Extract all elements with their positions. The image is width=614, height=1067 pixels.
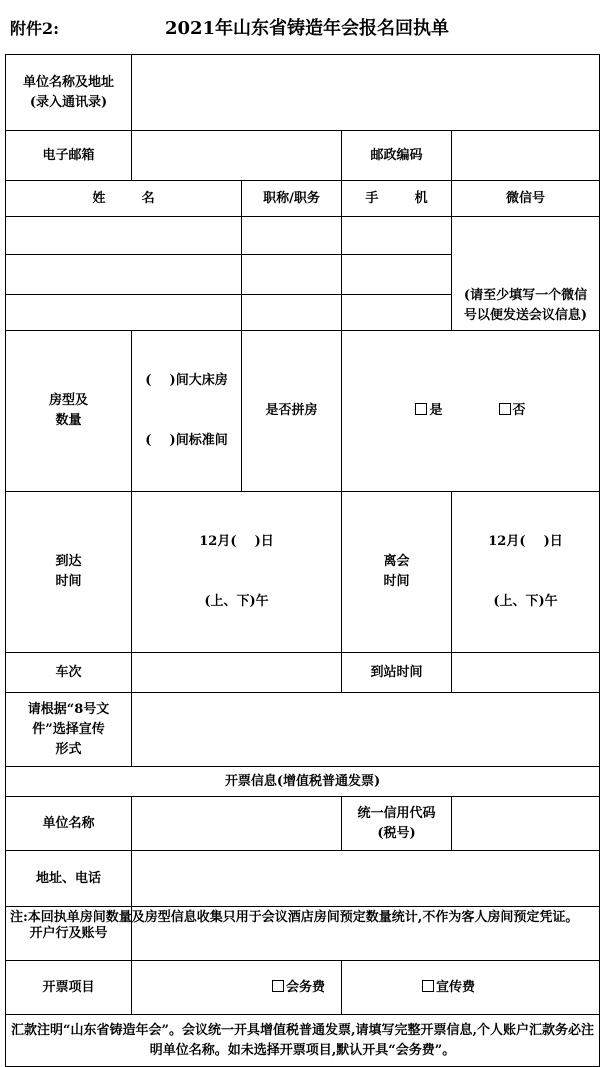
- meeting-fee-option[interactable]: [132, 961, 342, 1015]
- publicity-fee-label: 宣传费: [436, 979, 476, 995]
- share-room-label: 是否拼房: [242, 331, 342, 492]
- train-number-label: 车次: [6, 653, 132, 693]
- postal-code-field[interactable]: [452, 131, 600, 181]
- invoice-info-header: 开票信息(增值税普通发票): [6, 767, 600, 797]
- station-time-field[interactable]: [452, 653, 600, 693]
- company-name-label: 单位名称: [6, 797, 132, 851]
- departure-period: (上、下)午: [493, 594, 558, 609]
- publicity-form-label: [6, 693, 132, 767]
- company-name-field[interactable]: [132, 797, 342, 851]
- org-name-address-label-line2: (录入通讯录): [29, 94, 108, 110]
- share-room-options: [342, 331, 600, 492]
- meeting-fee-label: 会务费: [286, 979, 326, 995]
- remittance-remark: 汇款注明“山东省铸造年会”。会议统一开具增值税普通发票,请填写完整开票信息,个人账户汇款务必注明单位名称。如未选择开票项目,默认开具“会务费”。: [6, 1015, 600, 1067]
- share-room-yes[interactable]: [415, 403, 442, 418]
- publicity-form-label-line1: 请根据“8号文: [27, 701, 110, 717]
- room-standard-option[interactable]: ( )间标准间: [145, 433, 228, 448]
- room-type-label-line2: 数量: [55, 413, 82, 428]
- org-name-address-label-line1: 单位名称及地址: [22, 74, 114, 90]
- address-phone-field[interactable]: [132, 851, 600, 907]
- attachment-label: 附件2:: [10, 19, 60, 38]
- wechat-note-text: (请至少填写一个微信号以便发送会议信息): [463, 288, 588, 323]
- credit-code-label-line2: (税号): [377, 825, 416, 841]
- wechat-note[interactable]: [452, 217, 600, 331]
- email-label: 电子邮箱: [6, 131, 132, 181]
- contact-title-field[interactable]: [242, 217, 342, 255]
- address-phone-label: 地址、电话: [6, 851, 132, 907]
- departure-time-label: [342, 492, 452, 653]
- no-checkbox[interactable]: [499, 403, 511, 415]
- title-position-header: 职称/职务: [242, 181, 342, 217]
- room-type-options[interactable]: [132, 331, 242, 492]
- page-title: 2021年山东省铸造年会报名回执单: [164, 18, 450, 39]
- contact-name-field[interactable]: [6, 217, 242, 255]
- mobile-header: 手 机: [342, 181, 452, 217]
- contact-mobile-field[interactable]: [342, 255, 452, 295]
- postal-code-label: 邮政编码: [342, 131, 452, 181]
- train-number-field[interactable]: [132, 653, 342, 693]
- credit-code-label-line1: 统一信用代码: [357, 805, 436, 821]
- name-header: 姓 名: [6, 181, 242, 217]
- meeting-fee-checkbox[interactable]: [272, 980, 284, 992]
- yes-label: 是: [429, 403, 443, 418]
- share-room-no[interactable]: [499, 403, 526, 418]
- contact-name-field[interactable]: [6, 295, 242, 331]
- room-type-label-line1: 房型及: [48, 393, 88, 408]
- publicity-form-label-line3: 形式: [55, 741, 82, 757]
- arrival-time-label-line1: 到达: [55, 554, 82, 569]
- station-time-label: 到站时间: [342, 653, 452, 693]
- contact-mobile-field[interactable]: [342, 295, 452, 331]
- org-name-address-label: [6, 55, 132, 131]
- departure-time-label-line1: 离会: [383, 554, 410, 569]
- arrival-time-label-line2: 时间: [55, 574, 82, 589]
- contact-name-field[interactable]: [6, 255, 242, 295]
- invoice-item-label: 开票项目: [6, 961, 132, 1015]
- arrival-date: 12月( )日: [199, 534, 274, 549]
- yes-checkbox[interactable]: [415, 403, 427, 415]
- wechat-header: 微信号: [452, 181, 600, 217]
- org-name-address-field[interactable]: [132, 55, 600, 131]
- departure-time-label-line2: 时间: [383, 574, 410, 589]
- publicity-form-field[interactable]: [132, 693, 600, 767]
- departure-time-field[interactable]: [452, 492, 600, 653]
- email-field[interactable]: [132, 131, 342, 181]
- credit-code-field[interactable]: [452, 797, 600, 851]
- bank-account-label: 开户行及账号: [6, 907, 132, 961]
- no-label: 否: [512, 403, 526, 418]
- arrival-period: (上、下)午: [204, 594, 269, 609]
- room-type-label: [6, 331, 132, 492]
- credit-code-label: [342, 797, 452, 851]
- publicity-fee-checkbox[interactable]: [422, 980, 434, 992]
- contact-mobile-field[interactable]: [342, 217, 452, 255]
- contact-title-field[interactable]: [242, 295, 342, 331]
- room-king-option[interactable]: ( )间大床房: [145, 373, 228, 388]
- publicity-form-label-line2: 件”选择宣传: [32, 721, 105, 737]
- publicity-fee-option[interactable]: [342, 961, 600, 1015]
- footer-note: 注:本回执单房间数量及房型信息收集只用于会议酒店房间预定数量统计,不作为客人房间预定凭证。: [10, 910, 579, 925]
- departure-date: 12月( )日: [488, 534, 563, 549]
- arrival-time-label: [6, 492, 132, 653]
- contact-title-field[interactable]: [242, 255, 342, 295]
- arrival-time-field[interactable]: [132, 492, 342, 653]
